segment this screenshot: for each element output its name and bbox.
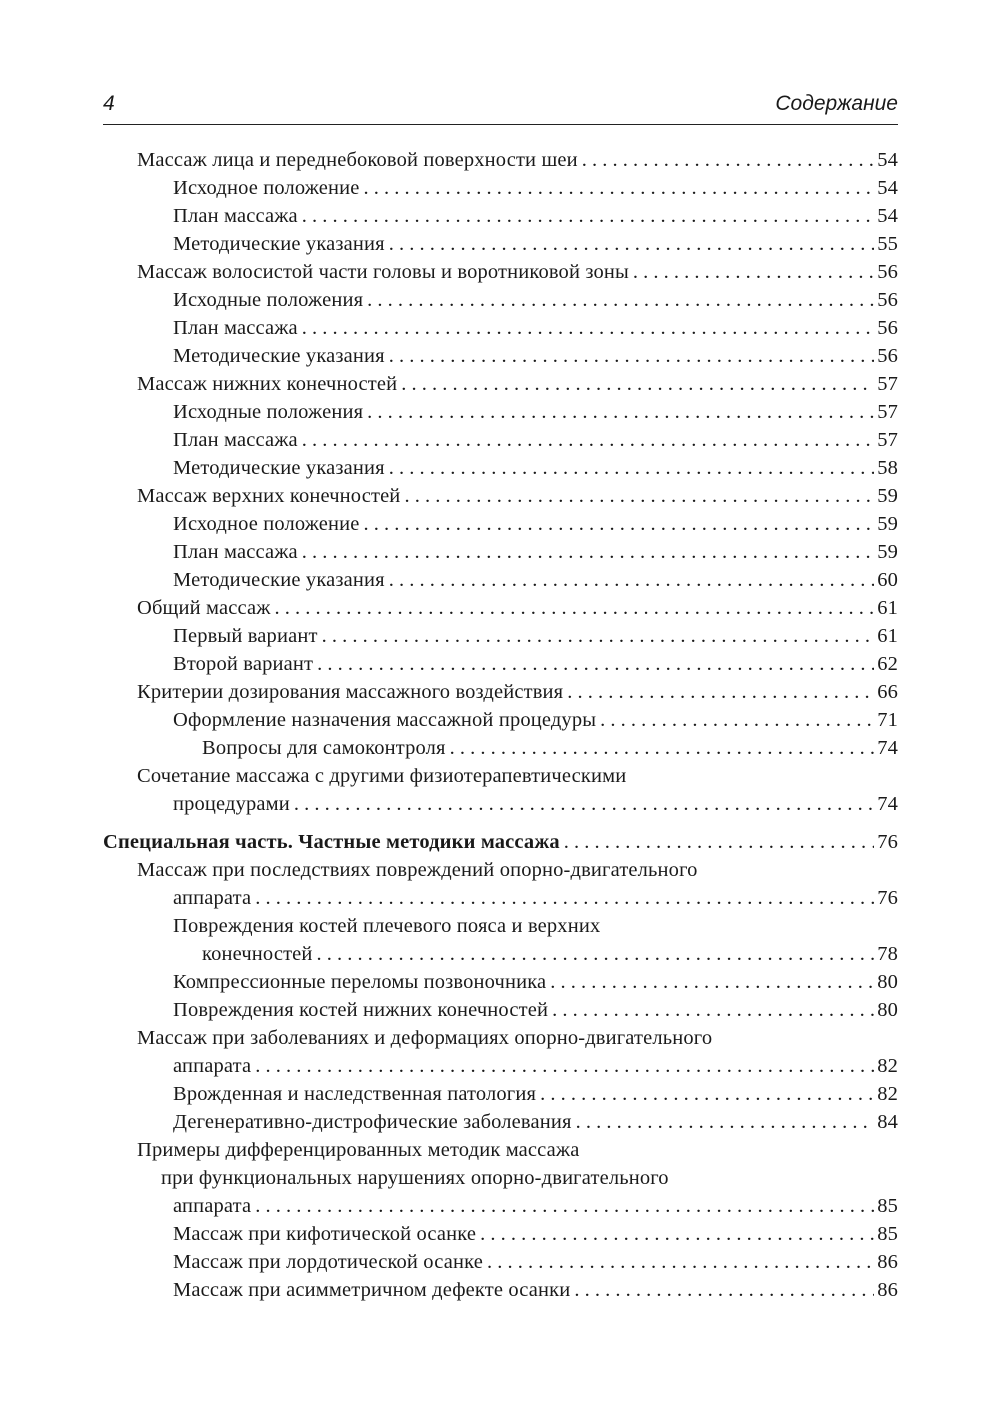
toc-entry[interactable] <box>103 482 898 510</box>
toc-entry-page: 86 <box>877 1251 898 1273</box>
toc-entry-title: Общий массаж <box>137 597 271 619</box>
toc-entry-title-continuation: аппарата <box>173 1055 252 1077</box>
toc-entry[interactable] <box>103 1080 898 1108</box>
running-head: Содержание <box>775 92 898 115</box>
toc-entry-title: Массаж при лордотической осанке <box>173 1251 483 1273</box>
toc-leader-dots <box>600 706 874 734</box>
toc-leader-dots <box>633 258 874 286</box>
toc-leader-dots <box>552 996 874 1024</box>
toc-leader-dots <box>367 398 874 426</box>
toc-entry-title: Массаж при асимметричном дефекте осанки <box>173 1279 571 1301</box>
toc-entry[interactable] <box>103 678 898 706</box>
toc-entry-title: План массажа <box>173 541 298 563</box>
toc-entry-title: План массажа <box>173 317 298 339</box>
toc-entry-title: Дегенеративно-дистрофические заболевания <box>173 1111 572 1133</box>
toc-entry[interactable] <box>103 734 898 762</box>
toc-entry-page: 54 <box>877 177 898 199</box>
toc-entry[interactable] <box>103 1248 898 1276</box>
toc-entry-page: 57 <box>877 429 898 451</box>
toc-entry-page: 82 <box>877 1083 898 1105</box>
toc-leader-dots <box>487 1248 874 1276</box>
toc-entry-title: Массаж при кифотической осанке <box>173 1223 477 1245</box>
toc-entry[interactable] <box>103 566 898 594</box>
toc-leader-dots <box>302 538 874 566</box>
toc-entry-title: Врожденная и наследственная патология <box>173 1083 537 1105</box>
toc-entry-page: 84 <box>877 1111 898 1133</box>
toc-entry-page: 80 <box>877 999 898 1021</box>
toc-leader-dots <box>255 1192 874 1220</box>
toc-entry-title: Оформление назначения массажной процедуры <box>173 709 597 731</box>
toc-entry[interactable] <box>103 622 898 650</box>
toc-entry-continuation[interactable] <box>103 1192 898 1220</box>
toc-entry-wrapped-line[interactable] <box>103 762 898 790</box>
toc-entry[interactable] <box>103 510 898 538</box>
toc-leader-dots <box>540 1080 874 1108</box>
toc-entry[interactable] <box>103 286 898 314</box>
toc-entry-page: 86 <box>877 1279 898 1301</box>
toc-entry-title: Второй вариант <box>173 653 314 675</box>
toc-entry[interactable] <box>103 398 898 426</box>
toc-entry-wrapped-line[interactable] <box>103 912 898 940</box>
table-of-contents <box>103 146 898 1304</box>
page-header <box>103 92 898 125</box>
toc-entry-title: Вопросы для самоконтроля <box>202 737 446 759</box>
toc-entry-continuation[interactable] <box>103 790 898 818</box>
toc-leader-dots <box>576 1108 875 1136</box>
toc-entry[interactable] <box>103 996 898 1024</box>
toc-entry[interactable] <box>103 538 898 566</box>
toc-entry[interactable] <box>103 174 898 202</box>
toc-entry-page: 66 <box>877 681 898 703</box>
toc-entry-title-continuation: конечностей <box>202 943 313 965</box>
toc-entry-page: 61 <box>877 597 898 619</box>
toc-entry-title: Массаж лица и переднебоковой поверхности шеи <box>137 149 578 171</box>
toc-entry-page: 76 <box>877 887 898 909</box>
toc-section-title: Специальная часть. Частные методики массажа <box>103 831 560 853</box>
toc-entry-title-continuation: процедурами <box>173 793 290 815</box>
toc-entry-continuation[interactable] <box>103 940 898 968</box>
toc-entry-continuation[interactable] <box>103 1052 898 1080</box>
toc-entry-title: Примеры дифференцированных методик массажа <box>137 1139 580 1161</box>
toc-leader-dots <box>480 1220 874 1248</box>
toc-leader-dots <box>574 1276 874 1304</box>
toc-entry-page: 85 <box>877 1195 898 1217</box>
toc-leader-dots <box>582 146 874 174</box>
toc-entry-page: 78 <box>877 943 898 965</box>
toc-entry-title: Компрессионные переломы позвоночника <box>173 971 547 993</box>
toc-entry-page: 58 <box>877 457 898 479</box>
toc-entry-title: Методические указания <box>173 345 385 367</box>
toc-leader-dots <box>567 678 874 706</box>
toc-entry-page: 56 <box>877 289 898 311</box>
toc-entry-title: Повреждения костей плечевого пояса и верхних <box>173 915 601 937</box>
toc-leader-dots <box>294 790 874 818</box>
toc-entry-title: Исходное положение <box>173 177 360 199</box>
toc-entry[interactable] <box>103 650 898 678</box>
toc-leader-dots <box>302 426 874 454</box>
toc-entry-title: Методические указания <box>173 233 385 255</box>
toc-entry-page: 56 <box>877 317 898 339</box>
toc-entry-page: 80 <box>877 971 898 993</box>
toc-leader-dots <box>401 370 874 398</box>
toc-entry[interactable] <box>103 230 898 258</box>
toc-entry-page: 54 <box>877 149 898 171</box>
toc-entry-title: Массаж при заболеваниях и деформациях опорно-двигательного <box>137 1027 713 1049</box>
toc-entry-page: 54 <box>877 205 898 227</box>
toc-entry-title: Исходное положение <box>173 513 360 535</box>
toc-leader-dots <box>275 594 875 622</box>
toc-entry-title: Первый вариант <box>173 625 318 647</box>
toc-entry[interactable] <box>103 1108 898 1136</box>
toc-entry-title: Методические указания <box>173 457 385 479</box>
toc-entry-title: Критерии дозирования массажного воздействия <box>137 681 564 703</box>
toc-entry[interactable] <box>103 370 898 398</box>
toc-entry-page: 74 <box>877 737 898 759</box>
toc-leader-dots <box>389 454 874 482</box>
toc-entry-wrapped-line[interactable] <box>103 1024 898 1052</box>
toc-entry[interactable] <box>103 258 898 286</box>
toc-entry-wrapped-line[interactable] <box>103 856 898 884</box>
toc-entry-title: Сочетание массажа с другими физиотерапевтическими <box>137 765 627 787</box>
toc-leader-dots <box>367 286 874 314</box>
toc-entry-page: 76 <box>877 831 898 853</box>
toc-leader-dots <box>364 174 875 202</box>
toc-leader-dots <box>389 230 874 258</box>
toc-entry-page: 82 <box>877 1055 898 1077</box>
toc-leader-dots <box>317 940 875 968</box>
toc-entry-title-continuation: аппарата <box>173 1195 252 1217</box>
toc-entry[interactable] <box>103 202 898 230</box>
toc-entry-wrapped-line[interactable] <box>103 1164 898 1192</box>
toc-entry[interactable] <box>103 706 898 734</box>
toc-leader-dots <box>450 734 875 762</box>
toc-entry[interactable] <box>103 426 898 454</box>
page-number: 4 <box>103 92 115 115</box>
toc-leader-dots <box>364 510 875 538</box>
toc-entry-page: 61 <box>877 625 898 647</box>
toc-leader-dots <box>322 622 875 650</box>
toc-entry-page: 59 <box>877 485 898 507</box>
toc-leader-dots <box>389 566 874 594</box>
toc-entry-continuation[interactable] <box>103 884 898 912</box>
toc-entry-title-continuation: аппарата <box>173 887 252 909</box>
toc-entry-title: Исходные положения <box>173 401 364 423</box>
toc-entry-title: Массаж нижних конечностей <box>137 373 398 395</box>
toc-entry-page: 59 <box>877 513 898 535</box>
toc-section-heading[interactable] <box>103 828 898 856</box>
toc-entry-page: 59 <box>877 541 898 563</box>
toc-leader-dots <box>404 482 874 510</box>
toc-entry[interactable] <box>103 1276 898 1304</box>
toc-leader-dots <box>317 650 874 678</box>
toc-entry-title: Массаж верхних конечностей <box>137 485 401 507</box>
toc-entry[interactable] <box>103 594 898 622</box>
toc-entry[interactable] <box>103 342 898 370</box>
toc-entry-page: 57 <box>877 401 898 423</box>
toc-leader-dots <box>564 828 874 856</box>
toc-entry-page: 57 <box>877 373 898 395</box>
toc-entry-title: Массаж при последствиях повреждений опорно-двигательного <box>137 859 698 881</box>
toc-leader-dots <box>255 884 874 912</box>
toc-entry-page: 56 <box>877 345 898 367</box>
toc-leader-dots <box>255 1052 874 1080</box>
toc-entry-title: Исходные положения <box>173 289 364 311</box>
toc-entry-title: Массаж волосистой части головы и воротниковой зоны <box>137 261 629 283</box>
toc-entry-wrapped-line[interactable] <box>103 1136 898 1164</box>
toc-leader-dots <box>302 314 874 342</box>
toc-entry-page: 74 <box>877 793 898 815</box>
toc-entry[interactable] <box>103 454 898 482</box>
toc-leader-dots <box>389 342 874 370</box>
toc-entry-title: Повреждения костей нижних конечностей <box>173 999 549 1021</box>
toc-entry-page: 71 <box>877 709 898 731</box>
toc-entry-page: 85 <box>877 1223 898 1245</box>
toc-entry-page: 55 <box>877 233 898 255</box>
toc-leader-dots <box>550 968 874 996</box>
toc-entry-title-continuation: при функциональных нарушениях опорно-двигательного <box>161 1167 669 1189</box>
toc-entry[interactable] <box>103 1220 898 1248</box>
toc-entry[interactable] <box>103 146 898 174</box>
toc-entry-page: 62 <box>877 653 898 675</box>
toc-entry[interactable] <box>103 314 898 342</box>
toc-entry-page: 60 <box>877 569 898 591</box>
toc-leader-dots <box>302 202 874 230</box>
toc-entry[interactable] <box>103 968 898 996</box>
toc-entry-title: План массажа <box>173 429 298 451</box>
toc-entry-page: 56 <box>877 261 898 283</box>
toc-entry-title: Методические указания <box>173 569 385 591</box>
toc-entry-title: План массажа <box>173 205 298 227</box>
